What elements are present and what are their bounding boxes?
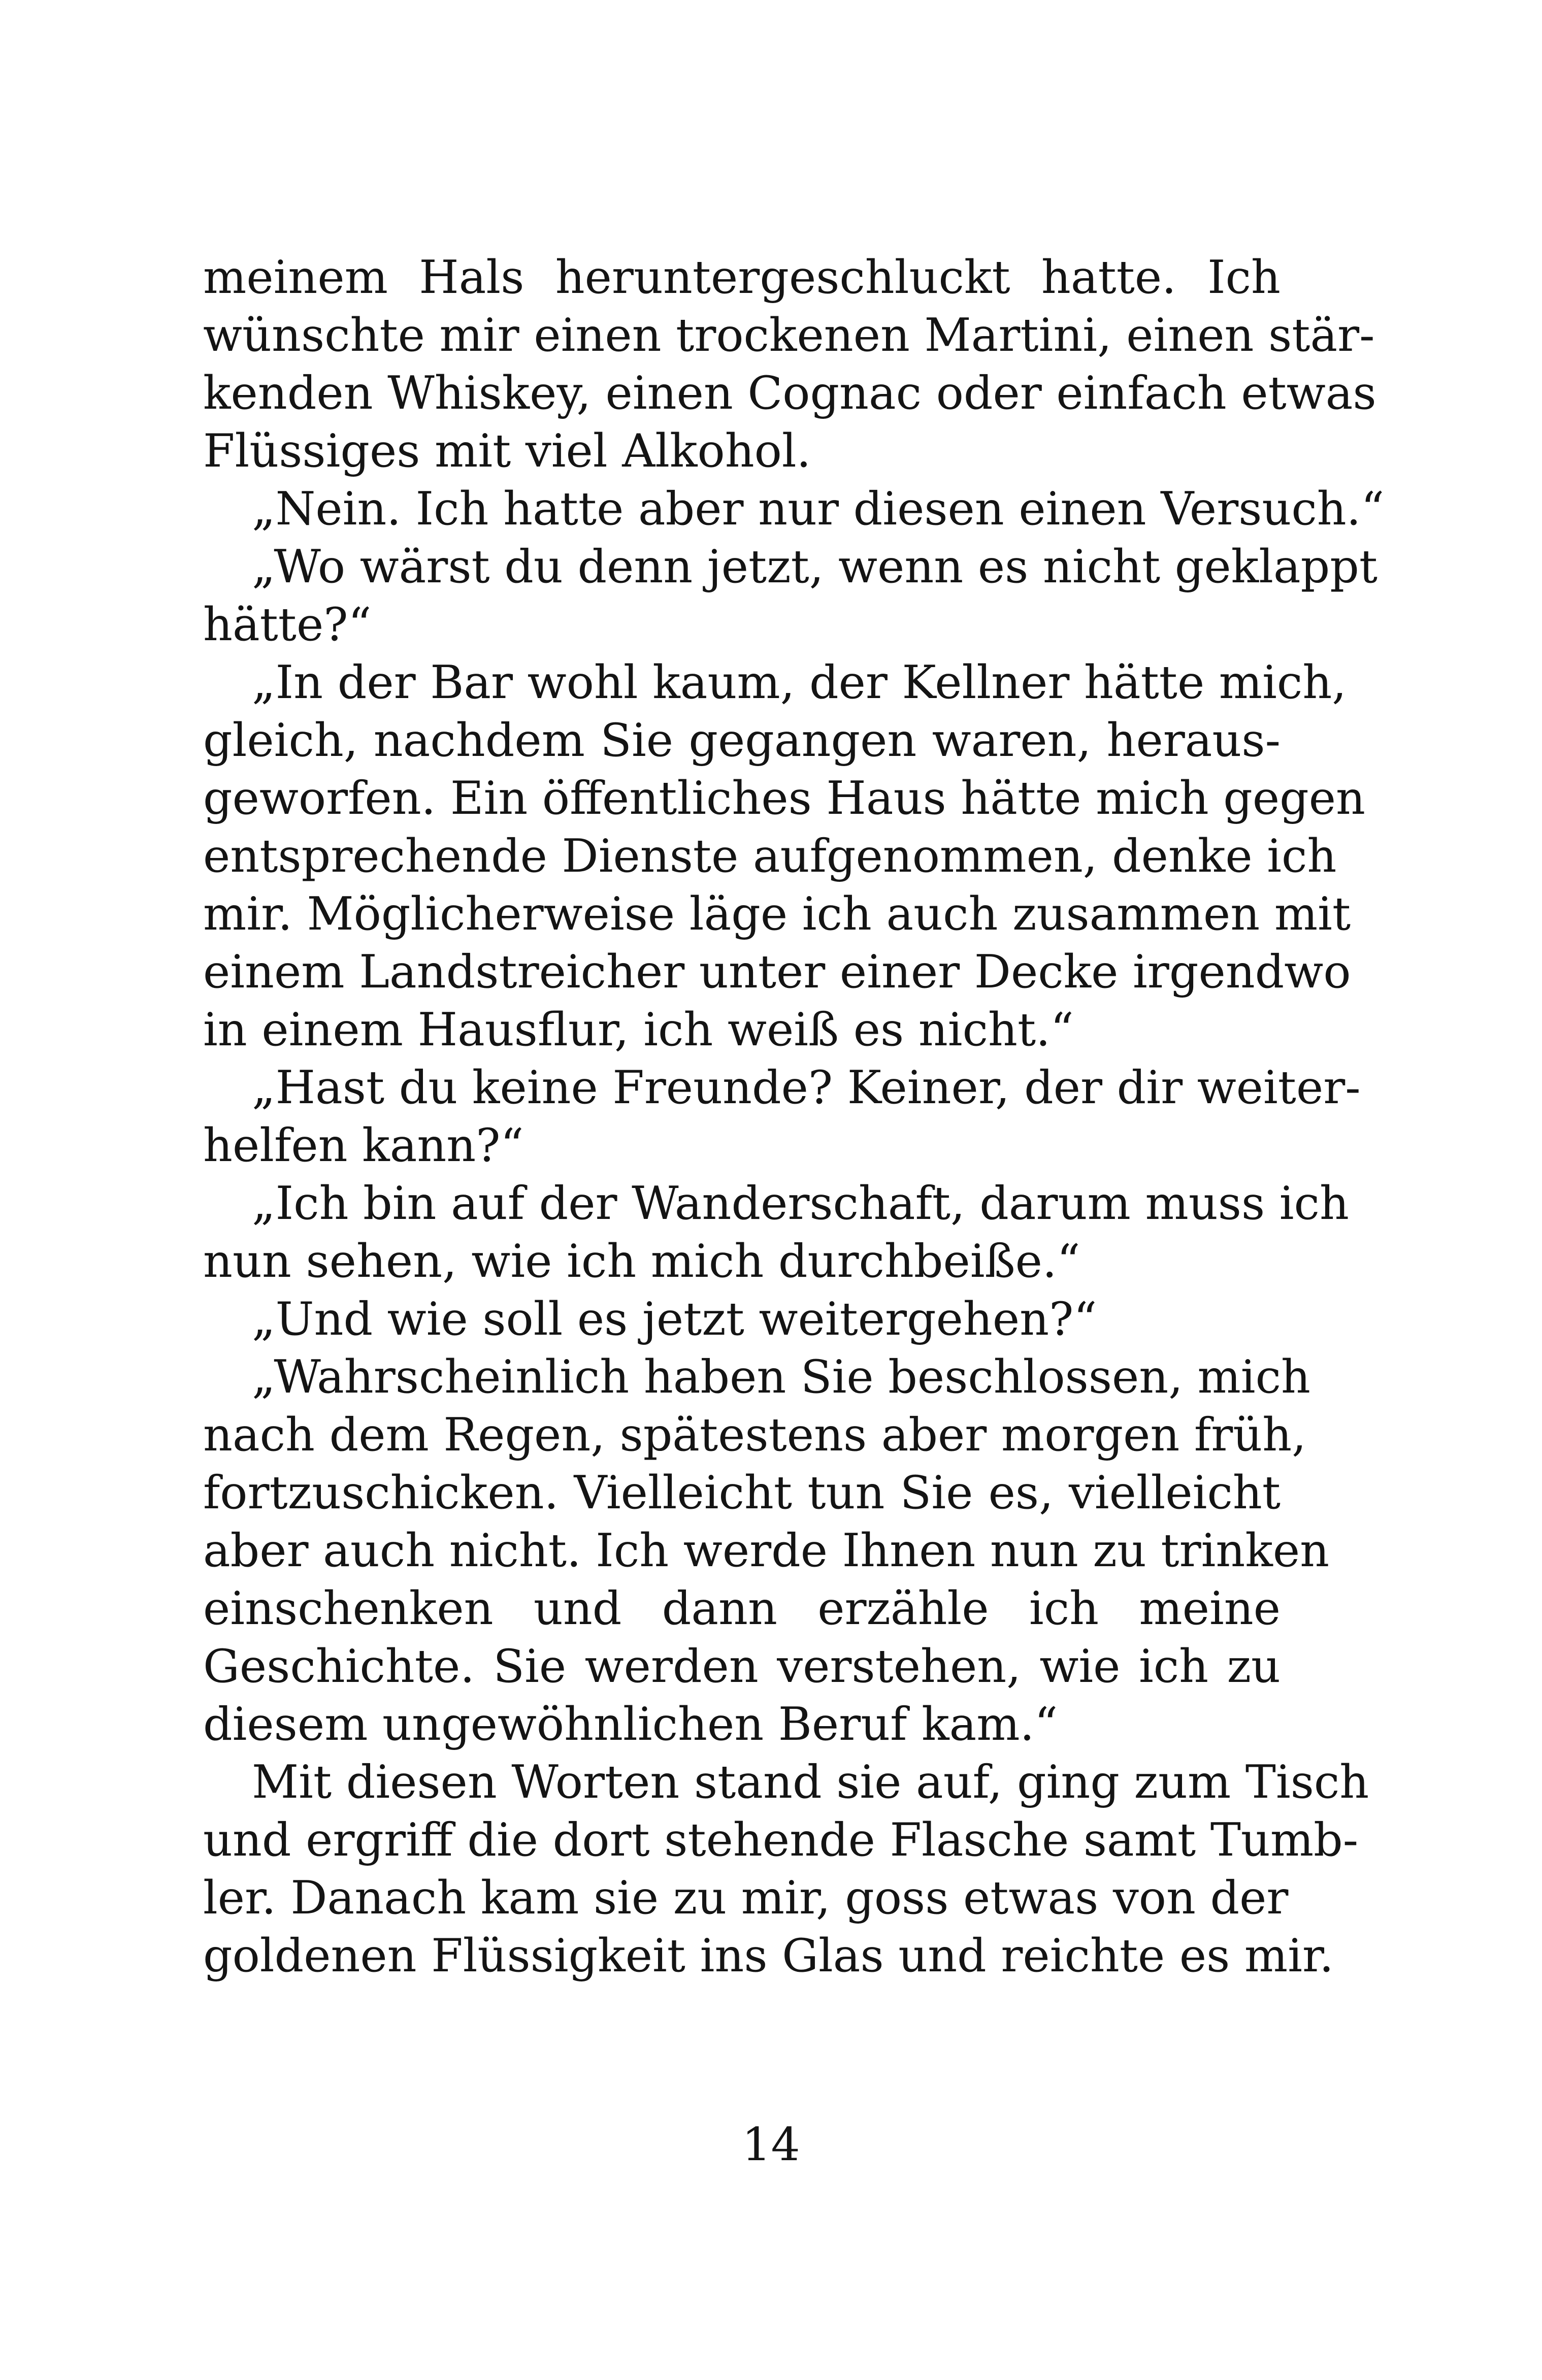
text-line: mir. Möglicherweise läge ich auch zusammen mit: [203, 887, 1351, 941]
text-line: „Hast du keine Freunde? Keiner, der dir weiter-: [252, 1061, 1361, 1114]
page-number: 14: [742, 2118, 800, 2171]
text-line: hätte?“: [203, 598, 372, 651]
text-line: Geschichte. Sie werden verstehen, wie ich zu: [203, 1640, 1281, 1693]
text-line: Mit diesen Worten stand sie auf, ging zum Tisch: [252, 1756, 1369, 1809]
text-line: „Und wie soll es jetzt weitergehen?“: [252, 1293, 1097, 1346]
text-line: „Wo wärst du denn jetzt, wenn es nicht geklappt: [252, 540, 1378, 593]
text-line: einem Landstreicher unter einer Decke irgendwo: [203, 945, 1351, 999]
text-line: goldenen Flüssigkeit ins Glas und reichte es mir.: [203, 1929, 1334, 1982]
text-line: einschenken und dann erzähle ich meine: [203, 1582, 1281, 1635]
body-text: [203, 249, 1385, 1985]
text-line: und ergriff die dort stehende Flasche samt Tumb-: [203, 1813, 1359, 1867]
text-line: ler. Danach kam sie zu mir, goss etwas von der: [203, 1871, 1289, 1925]
text-line: „In der Bar wohl kaum, der Kellner hätte mich,: [252, 656, 1347, 709]
text-line: „Ich bin auf der Wanderschaft, darum muss ich: [252, 1177, 1349, 1230]
text-line: gleich, nachdem Sie gegangen waren, heraus-: [203, 714, 1281, 767]
text-line: „Wahrscheinlich haben Sie beschlossen, mich: [252, 1350, 1310, 1404]
text-line: nun sehen, wie ich mich durchbeiße.“: [203, 1235, 1080, 1288]
text-line: helfen kann?“: [203, 1119, 524, 1172]
text-line: in einem Hausflur, ich weiß es nicht.“: [203, 1003, 1074, 1056]
text-line: wünschte mir einen trockenen Martini, einen stär-: [203, 309, 1375, 362]
text-line: entsprechende Dienste aufgenommen, denke ich: [203, 830, 1337, 883]
text-line: fortzuschicken. Vielleicht tun Sie es, vielleicht: [203, 1466, 1281, 1519]
text-line: geworfen. Ein öffentliches Haus hätte mich gegen: [203, 772, 1365, 825]
text-line: „Nein. Ich hatte aber nur diesen einen Versuch.“: [252, 482, 1385, 536]
text-line: meinem Hals heruntergeschluckt hatte. Ich: [203, 251, 1281, 304]
text-line: nach dem Regen, spätestens aber morgen früh,: [203, 1408, 1306, 1462]
text-line: kenden Whiskey, einen Cognac oder einfach etwas: [203, 367, 1376, 420]
text-line: aber auch nicht. Ich werde Ihnen nun zu trinken: [203, 1524, 1330, 1577]
text-line: Flüssiges mit viel Alkohol.: [203, 424, 811, 478]
text-line: diesem ungewöhnlichen Beruf kam.“: [203, 1698, 1058, 1751]
